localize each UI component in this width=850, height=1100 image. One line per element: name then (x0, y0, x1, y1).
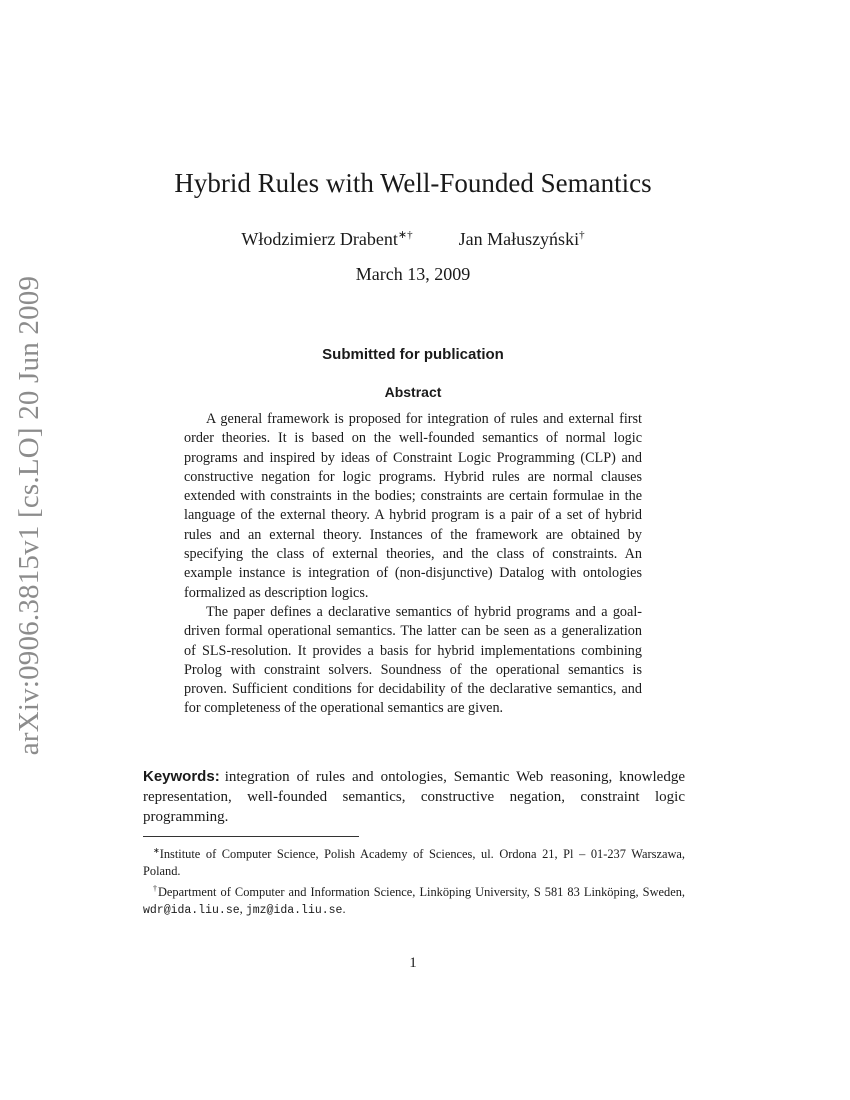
author-line (0, 228, 826, 250)
submission-status: Submitted for publication (322, 346, 504, 363)
abstract-paragraph: A general framework is proposed for integration of rules and external first order theories. It is based on the well-founded semantics of normal logic programs and inspired by ideas of Constraint Logic Programming (CLP) and constructive negation for logic programs. Hybrid rules are normal clauses extended with constraints in the bodies; constraints are certain formulae in the language of the external theory. A hybrid program is a pair of a set of hybrid rules and an external theory. Instances of the framework are obtained by specifying the class of external theories, and the class of constraints. An example instance is integration of (non-disjunctive) Datalog with ontologies formalized as description logics. (184, 411, 642, 601)
page-number: 1 (409, 955, 417, 971)
abstract-heading: Abstract (384, 384, 442, 400)
author-affiliation-marks: ∗† (397, 229, 413, 241)
footnote-end: . (342, 902, 346, 916)
footnote-mark: † (153, 884, 158, 893)
footnote-divider (143, 836, 359, 837)
footnote-affiliation-2 (143, 880, 685, 919)
footnote-text: Department of Computer and Information Science, Linköping University, S 581 83 Linköping, Sweden, (157, 885, 686, 899)
arxiv-id-text: arXiv:0906.3815v1 [cs.LO] 20 Jun 2009 (13, 275, 46, 755)
author-affiliation-marks: † (579, 229, 585, 241)
abstract-paragraph: The paper defines a declarative semantics of hybrid programs and a goal-driven formal operational semantics. The latter can be seen as a generalization of SLS-resolution. It provides a basis for hybrid implementations combining Prolog with constraint solvers. Soundness of the operational semantics is proven. Sufficient conditions for decidability of the declarative semantics, and for completeness of the operational semantics are given. (184, 603, 642, 717)
author-name: Jan Małuszyński (458, 229, 580, 249)
email-maluszynski[interactable]: jmz@ida.liu.se (245, 904, 343, 917)
author-name: Włodzimierz Drabent (241, 229, 398, 249)
publication-date: March 13, 2009 (355, 264, 471, 284)
email-separator: , (239, 902, 243, 916)
keywords-label: Keywords: (143, 768, 220, 785)
author-drabent (241, 228, 412, 250)
footnote-affiliation-1 (143, 842, 685, 880)
footnote-mark: ∗ (153, 846, 160, 855)
footnote-text: Institute of Computer Science, Polish Academy of Sciences, ul. Ordona 21, Pl – 01-237 Warszawa, Poland. (143, 847, 685, 878)
email-drabent[interactable]: wdr@ida.liu.se (143, 904, 240, 917)
paper-title: Hybrid Rules with Well-Founded Semantics (174, 168, 652, 198)
keywords-block (143, 767, 685, 827)
author-maluszynski (459, 229, 585, 250)
abstract-body (184, 410, 642, 719)
footnotes (143, 842, 685, 919)
keywords-text: integration of rules and ontologies, Semantic Web reasoning, knowledge representation, well-founded semantics, constructive negation, constraint logic programming. (143, 769, 685, 825)
